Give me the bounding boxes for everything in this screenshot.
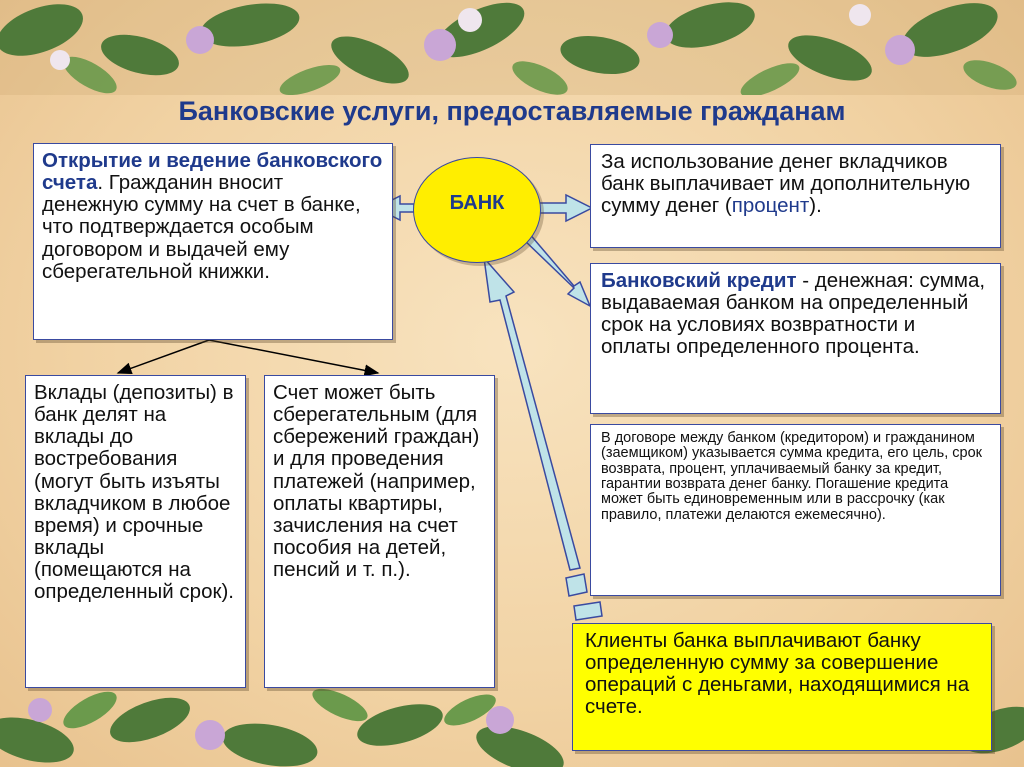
arrow-bank-to-credit [522, 232, 590, 306]
accounts-box [264, 375, 495, 688]
deposits-box [25, 375, 246, 688]
bank-node [413, 157, 541, 263]
arrow-segment-1 [566, 574, 587, 596]
accounts-text: Счет может быть сберегательным (для сбережений граждан) и для проведения платежей (например, оплаты квартиры, зачисления на счет пособия на детей, пенсий и т. п.). [273, 381, 480, 581]
credit-box [590, 263, 1001, 414]
clients-box [572, 623, 992, 751]
credit-heading: Банковский кредит [601, 269, 797, 292]
account-opening-heading-end: . [97, 171, 104, 195]
interest-text-before: За использование денег вкладчиков банк выплачивает им дополнительную сумму денег ( [601, 150, 971, 218]
account-opening-heading: Открытие и ведение банковского счета [42, 149, 383, 195]
arrow-bank-to-interest [538, 195, 592, 221]
slide-title: Банковские услуги, предоставляемые гражданам [178, 96, 846, 126]
account-opening-body: Гражданин вносит денежную сумму на счет в банке, что подтверждается особым договором и выдачей ему сберегательной книжки. [42, 171, 361, 283]
interest-box [590, 144, 1001, 248]
arrow-segment-2 [574, 602, 602, 620]
credit-body: - денежная: сумма, выдаваемая банком на определенный срок на условиях возвратности и оплаты определенного процента. [601, 269, 986, 359]
clients-text: Клиенты банка выплачивают банку определенную сумму за совершение операций с деньгами, находящимися на счете. [585, 629, 970, 719]
line-to-deposits [118, 340, 209, 373]
interest-term: процент [731, 194, 810, 218]
account-opening-box [33, 143, 393, 340]
line-to-accounts [209, 340, 378, 373]
contract-text: В договоре между банком (кредитором) и гражданином (заемщиком) указывается сумма кредита, его цель, срок возврата, процент, уплачиваемый банку за кредит, гарантии возврата денег банку. Погашение кредита может быть единовременным или в рассрочку (как правило, платежи делаются ежемесячно). [601, 430, 983, 523]
deposits-text: Вклады (депозиты) в банк делят на вклады до востребования (могут быть изъяты вкладчиком в любое время) и срочные вклады (помещаются на определенный срок). [34, 381, 234, 604]
contract-box [590, 424, 1001, 596]
interest-text-after: ). [809, 194, 822, 218]
bank-label: БАНК [449, 191, 505, 214]
arrow-clients-to-bank [484, 258, 580, 570]
